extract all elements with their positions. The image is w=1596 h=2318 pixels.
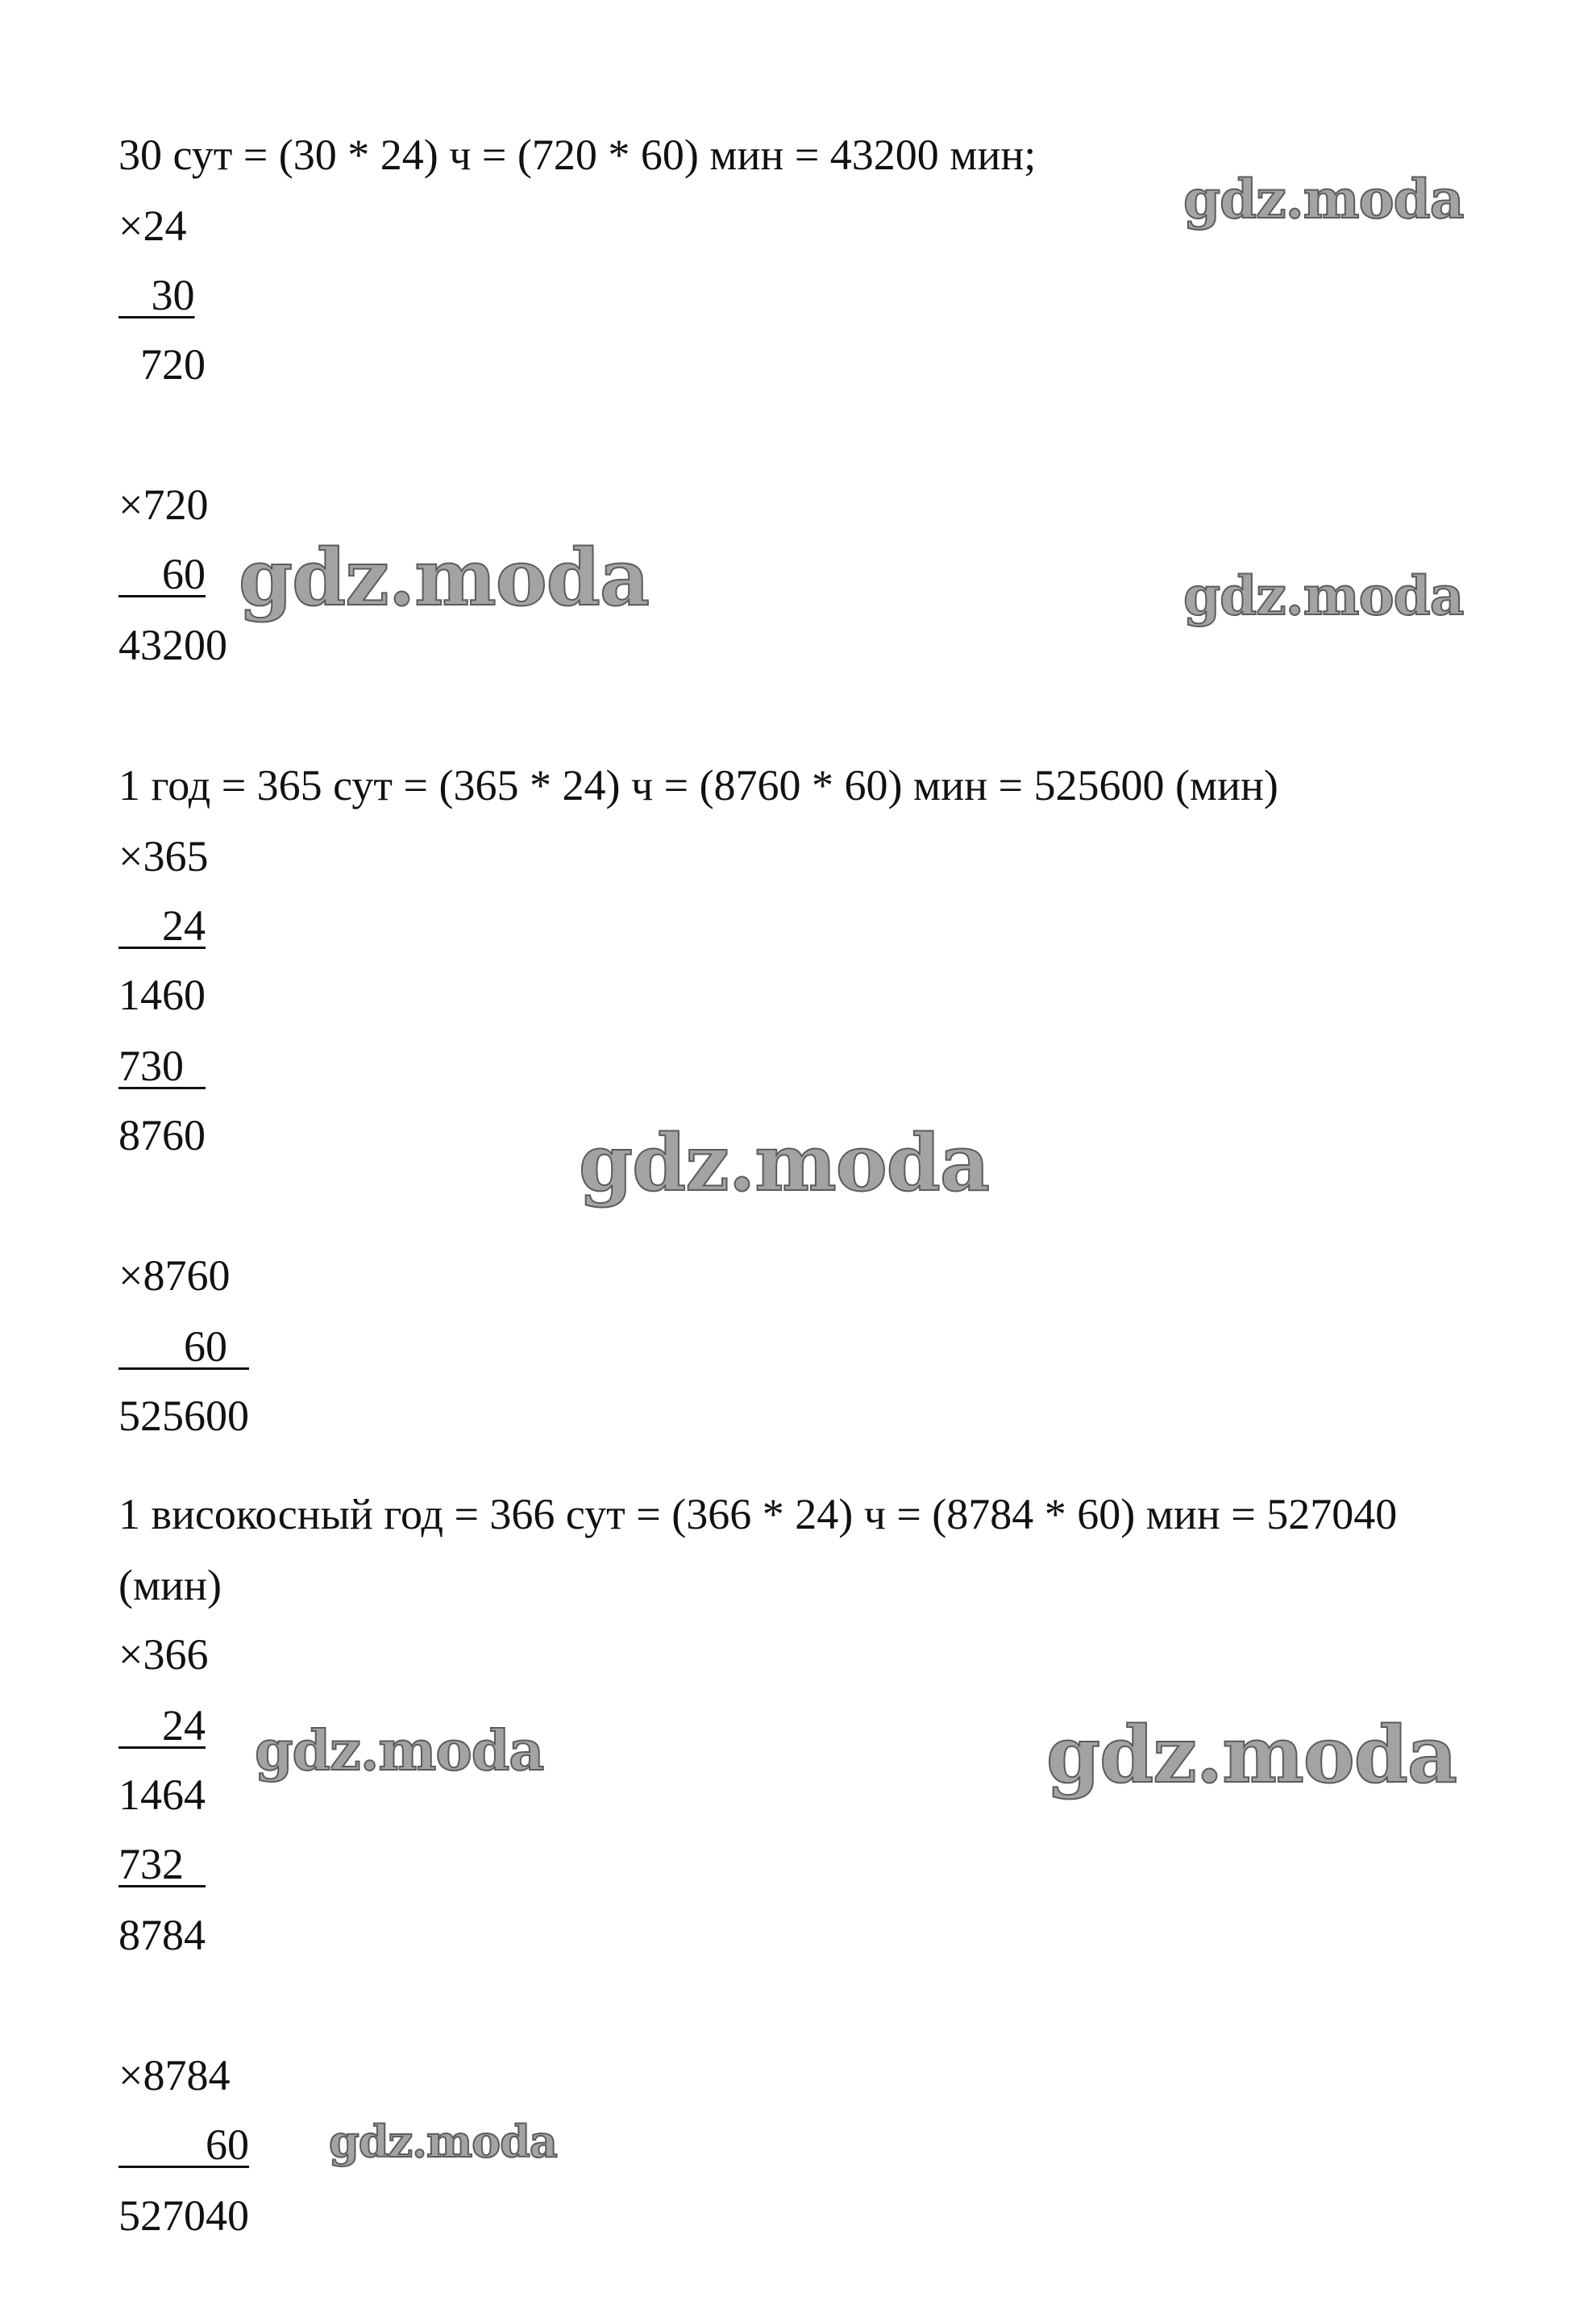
calc-line: 30: [118, 271, 195, 319]
equation-year: 1 год = 365 сут = (365 * 24) ч = (8760 * 60) мин = 525600 (мин): [118, 761, 1278, 809]
calc-line: 720: [118, 340, 206, 389]
calc-line: ×366: [118, 1630, 209, 1679]
calc-line: 1460: [118, 971, 206, 1019]
watermark-logo: gdz.moda: [329, 2116, 557, 2167]
equation-leap-year: 1 високосный год = 366 сут = (366 * 24) ч = (8784 * 60) мин = 527040: [118, 1490, 1398, 1538]
watermark-logo: gdz.moda: [1183, 564, 1464, 627]
watermark-logo: gdz.moda: [239, 532, 650, 623]
calc-line: 525600: [118, 1392, 249, 1440]
calc-line: 60: [118, 1322, 249, 1371]
watermark-logo: gdz.moda: [579, 1117, 990, 1209]
calc-line: ×24: [118, 202, 187, 250]
calc-line: 1464: [118, 1771, 206, 1819]
watermark-logo: gdz.moda: [1183, 168, 1464, 231]
watermark-logo: gdz.moda: [255, 1719, 544, 1783]
calc-line: ×8760: [118, 1251, 231, 1300]
calc-line: ×365: [118, 832, 209, 880]
equation-month: 30 сут = (30 * 24) ч = (720 * 60) мин = 43200 мин;: [118, 131, 1037, 179]
calc-line: ×8784: [118, 2051, 231, 2100]
calc-line: 732: [118, 1840, 206, 1888]
watermark-logo: gdz.moda: [1046, 1709, 1457, 1800]
calc-line: 24: [118, 901, 206, 950]
calc-line: 24: [118, 1701, 206, 1750]
calc-line: 60: [118, 2120, 249, 2169]
calc-line: 43200: [118, 621, 227, 669]
calc-line: 8760: [118, 1111, 206, 1159]
equation-leap-year-cont: (мин): [118, 1561, 222, 1609]
calc-line: 730: [118, 1042, 206, 1090]
calc-line: 8784: [118, 1911, 206, 1959]
calc-line: ×720: [118, 481, 209, 529]
calc-line: 527040: [118, 2191, 249, 2240]
calc-line: 60: [118, 550, 206, 598]
